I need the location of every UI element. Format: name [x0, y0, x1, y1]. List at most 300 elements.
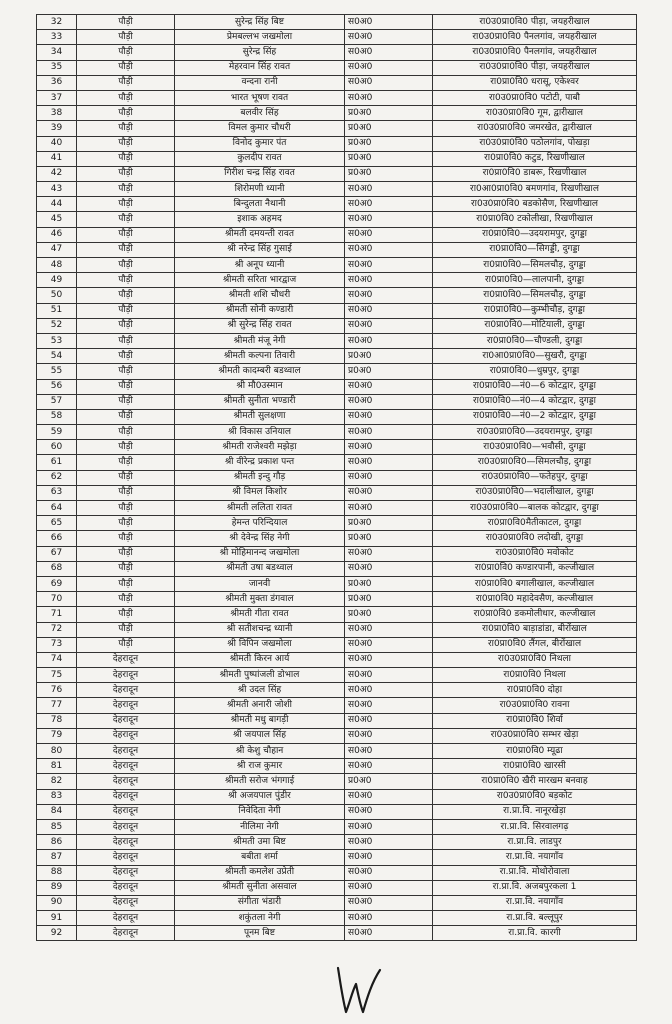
school-cell: रा.प्रा.वि. सिरवालगढ़ [433, 819, 637, 834]
row-number: 46 [37, 227, 77, 242]
district-cell: देहरादून [77, 789, 175, 804]
row-number: 77 [37, 698, 77, 713]
district-cell: पौड़ी [77, 75, 175, 90]
school-cell: रा0उ0प्रा0वि0—सिमलचौड़, दुगड्डा [433, 455, 637, 470]
district-cell: पौड़ी [77, 349, 175, 364]
designation-cell: स0अ0 [345, 759, 433, 774]
designation-cell: स0अ0 [345, 789, 433, 804]
teacher-name-cell: श्री मोहिमानन्द जखमोला [175, 546, 345, 561]
district-cell: देहरादून [77, 744, 175, 759]
school-cell: रा0प्रा0वि0 कण्डारपानी, कल्जीखाल [433, 561, 637, 576]
row-number: 41 [37, 151, 77, 166]
row-number: 91 [37, 911, 77, 926]
teacher-name-cell: श्रीमती अनारी जोशी [175, 698, 345, 713]
designation-cell: स0अ0 [345, 546, 433, 561]
teacher-name-cell: श्री सतीशचन्द्र ध्यानी [175, 622, 345, 637]
teacher-name-cell: श्रीमती सरोज भंगगाई [175, 774, 345, 789]
table-row [37, 349, 637, 364]
school-cell: रा0आ0प्रा0वि0—सुखरौ, दुगड्डा [433, 349, 637, 364]
teacher-name-cell: श्रीमती मंजू नेगी [175, 333, 345, 348]
table-row [37, 409, 637, 424]
row-number: 35 [37, 60, 77, 75]
table-row [37, 895, 637, 910]
designation-cell: स0अ0 [345, 333, 433, 348]
row-number: 65 [37, 516, 77, 531]
table-row [37, 333, 637, 348]
designation-cell: स0अ0 [345, 30, 433, 45]
row-number: 60 [37, 440, 77, 455]
table-row [37, 379, 637, 394]
district-cell: पौड़ी [77, 470, 175, 485]
district-cell: देहरादून [77, 728, 175, 743]
school-cell: रा0उ0प्रा0वि0 पैनलगांव, जयहरीखाल [433, 45, 637, 60]
school-cell: रा0उ0प्रा0वि0 बड़कोट [433, 789, 637, 804]
school-cell: रा0प्रा0वि0 खैरी मारखम बनवाह [433, 774, 637, 789]
district-cell: देहरादून [77, 698, 175, 713]
school-cell: रा0प्रा0वि0—चौण्डली, दुगड्डा [433, 333, 637, 348]
table-row [37, 303, 637, 318]
row-number: 39 [37, 121, 77, 136]
teacher-name-cell: श्रीमती कमलेश उप्रेती [175, 865, 345, 880]
designation-cell: स0अ0 [345, 865, 433, 880]
school-cell: रा0प्रा0वि0 खारसी [433, 759, 637, 774]
table-row [37, 15, 637, 30]
teacher-name-cell: श्री केशु चौहान [175, 744, 345, 759]
teacher-name-cell: शिरोमणी ध्यानी [175, 182, 345, 197]
row-number: 62 [37, 470, 77, 485]
district-cell: पौड़ी [77, 637, 175, 652]
table-row [37, 728, 637, 743]
teacher-name-cell: श्रीमती सरिता भारद्वाज [175, 273, 345, 288]
school-cell: रा0प्रा0वि0 लैंगल, बीरोंखाल [433, 637, 637, 652]
district-cell: पौड़ी [77, 242, 175, 257]
table-row [37, 713, 637, 728]
teacher-name-cell: श्री विमल किशोर [175, 485, 345, 500]
table-row [37, 440, 637, 455]
table-row [37, 75, 637, 90]
teacher-name-cell: श्रीमती गीता रावत [175, 607, 345, 622]
teacher-name-cell: बबीता शर्मा [175, 850, 345, 865]
row-number: 58 [37, 409, 77, 424]
row-number: 80 [37, 744, 77, 759]
designation-cell: प्र0अ0 [345, 151, 433, 166]
table-row [37, 637, 637, 652]
row-number: 90 [37, 895, 77, 910]
row-number: 88 [37, 865, 77, 880]
row-number: 89 [37, 880, 77, 895]
table-row [37, 212, 637, 227]
school-cell: रा0प्रा0वि0—नं0—6 कोटद्वार, दुगड्डा [433, 379, 637, 394]
designation-cell: स0अ0 [345, 303, 433, 318]
teacher-name-cell: श्रीमती सुनीता असवाल [175, 880, 345, 895]
table-row [37, 364, 637, 379]
table-row [37, 698, 637, 713]
designation-cell: स0अ0 [345, 637, 433, 652]
designation-cell: स0अ0 [345, 850, 433, 865]
table-row [37, 576, 637, 591]
district-cell: पौड़ी [77, 166, 175, 181]
teacher-name-cell: श्री अनूप ध्यानी [175, 258, 345, 273]
row-number: 92 [37, 926, 77, 941]
school-cell: रा0उ0प्रा0वि0 पटोटी, पाबौ [433, 90, 637, 105]
table-row [37, 607, 637, 622]
table-row [37, 455, 637, 470]
designation-cell: प्र0अ0 [345, 364, 433, 379]
designation-cell: स0अ0 [345, 15, 433, 30]
designation-cell: स0अ0 [345, 212, 433, 227]
table-row [37, 668, 637, 683]
designation-cell: स0अ0 [345, 182, 433, 197]
designation-cell: स0अ0 [345, 804, 433, 819]
table-row [37, 652, 637, 667]
school-cell: रा0प्रा0वि0 धरासू, एकेश्वर [433, 75, 637, 90]
district-cell: देहरादून [77, 895, 175, 910]
table-row [37, 622, 637, 637]
row-number: 51 [37, 303, 77, 318]
school-cell: रा0प्रा0वि0 दोहा [433, 683, 637, 698]
designation-cell: स0अ0 [345, 698, 433, 713]
teacher-name-cell: श्री विपिन जखमोला [175, 637, 345, 652]
district-cell: देहरादून [77, 804, 175, 819]
school-cell: रा0उ0प्रा0वि0—भवौसी, दुगड्डा [433, 440, 637, 455]
row-number: 44 [37, 197, 77, 212]
teacher-name-cell: श्री वीरेन्द्र प्रकाश पन्त [175, 455, 345, 470]
designation-cell: स0अ0 [345, 75, 433, 90]
district-cell: पौड़ी [77, 394, 175, 409]
designation-cell: स0अ0 [345, 394, 433, 409]
teacher-name-cell: मेहरवान सिंह रावत [175, 60, 345, 75]
teacher-name-cell: गिरीश चन्द्र सिंह रावत [175, 166, 345, 181]
district-cell: पौड़ी [77, 15, 175, 30]
designation-cell: स0अ0 [345, 45, 433, 60]
school-cell: रा0उ0प्रा0वि0 गूम, द्वारीखाल [433, 106, 637, 121]
school-cell: रा.प्रा.वि. अजबपुरकला 1 [433, 880, 637, 895]
table-row [37, 45, 637, 60]
teacher-name-cell: कुलदीप रावत [175, 151, 345, 166]
table-row [37, 880, 637, 895]
district-cell: देहरादून [77, 880, 175, 895]
designation-cell: प्र0अ0 [345, 516, 433, 531]
table-row [37, 516, 637, 531]
designation-cell: प्र0अ0 [345, 106, 433, 121]
designation-cell: प्र0अ0 [345, 531, 433, 546]
designation-cell: स0अ0 [345, 90, 433, 105]
row-number: 67 [37, 546, 77, 561]
table-row [37, 501, 637, 516]
teacher-name-cell: बलवीर सिंह [175, 106, 345, 121]
school-cell: रा0प्रा0वि0—नं0—2 कोटद्वार, दुगड्डा [433, 409, 637, 424]
teacher-name-cell: प्रेमबल्लभ जखमोला [175, 30, 345, 45]
row-number: 70 [37, 592, 77, 607]
designation-cell: स0अ0 [345, 197, 433, 212]
row-number: 82 [37, 774, 77, 789]
district-cell: देहरादून [77, 835, 175, 850]
school-cell: रा0प्रा0वि0—धुम्रपुर, दुगड्डा [433, 364, 637, 379]
table-row [37, 166, 637, 181]
school-cell: रा0प्रा0वि0—सिमलचौड़, दुगड्डा [433, 288, 637, 303]
school-cell: रा0उ0प्रा0वि0 मवोकोट [433, 546, 637, 561]
row-number: 61 [37, 455, 77, 470]
row-number: 45 [37, 212, 77, 227]
school-cell: रा0उ0प्रा0वि0—बालक कोटद्वार, दुगड्डा [433, 501, 637, 516]
row-number: 36 [37, 75, 77, 90]
row-number: 74 [37, 652, 77, 667]
table-row [37, 136, 637, 151]
school-cell: रा0प्रा0वि0—उदयरामपुर, दुगड्डा [433, 227, 637, 242]
school-cell: रा.प्रा.वि. नयागाँव [433, 850, 637, 865]
teacher-name-cell: श्री मौ0उस्मान [175, 379, 345, 394]
school-cell: रा0आ0प्रा0वि0 बमणगांव, रिखणीखाल [433, 182, 637, 197]
row-number: 73 [37, 637, 77, 652]
school-cell: रा0प्रा0वि0—सिमलचौड़, दुगड्डा [433, 258, 637, 273]
school-cell: रा.प्रा.वि. नयागाँव [433, 895, 637, 910]
row-number: 87 [37, 850, 77, 865]
school-cell: रा0प्रा0वि0 बाड़ाडांडा, बीरोंखाल [433, 622, 637, 637]
teacher-name-cell: हेमन्त परिन्दियाल [175, 516, 345, 531]
district-cell: पौड़ी [77, 106, 175, 121]
designation-cell: स0अ0 [345, 713, 433, 728]
teacher-name-cell: नीलिमा नेगी [175, 819, 345, 834]
table-body [37, 15, 637, 941]
school-cell: रा0प्रा0वि0 निथला [433, 668, 637, 683]
table-row [37, 926, 637, 941]
district-cell: देहरादून [77, 652, 175, 667]
table-row [37, 546, 637, 561]
school-cell: रा0प्रा0वि0—कुम्भीचौड़, दुगड्डा [433, 303, 637, 318]
teacher-name-cell: सुरेन्द्र सिंह [175, 45, 345, 60]
table-row [37, 470, 637, 485]
teacher-name-cell: श्री विकास उनियाल [175, 425, 345, 440]
school-cell: रा0प्रा0वि0—लालपानी, दुगड्डा [433, 273, 637, 288]
district-cell: पौड़ी [77, 197, 175, 212]
district-cell: पौड़ी [77, 485, 175, 500]
district-cell: पौड़ी [77, 440, 175, 455]
school-cell: रा0उ0प्रा0वि0—उदयरामपुर, दुगड्डा [433, 425, 637, 440]
teacher-name-cell: सुरेन्द्र सिंह बिष्ट [175, 15, 345, 30]
designation-cell: स0अ0 [345, 258, 433, 273]
designation-cell: प्र0अ0 [345, 774, 433, 789]
district-cell: पौड़ी [77, 136, 175, 151]
row-number: 59 [37, 425, 77, 440]
district-cell: पौड़ी [77, 151, 175, 166]
district-cell: पौड़ी [77, 592, 175, 607]
row-number: 69 [37, 576, 77, 591]
designation-cell: स0अ0 [345, 470, 433, 485]
school-cell: रा0उ0प्रा0वि0 जमरखेत, द्वारीखाल [433, 121, 637, 136]
row-number: 68 [37, 561, 77, 576]
table-row [37, 318, 637, 333]
teacher-name-cell: श्री अजयपाल पुंडीर [175, 789, 345, 804]
designation-cell: प्र0अ0 [345, 136, 433, 151]
row-number: 47 [37, 242, 77, 257]
district-cell: देहरादून [77, 713, 175, 728]
row-number: 56 [37, 379, 77, 394]
teacher-name-cell: पूनम बिष्ट [175, 926, 345, 941]
designation-cell: स0अ0 [345, 485, 433, 500]
row-number: 83 [37, 789, 77, 804]
school-cell: रा0प्रा0वि0 म्यूढा [433, 744, 637, 759]
table-row [37, 865, 637, 880]
teacher-name-cell: श्रीमती राजेश्वरी मझेड़ा [175, 440, 345, 455]
teacher-name-cell: श्री देवेन्द्र सिंह नेगी [175, 531, 345, 546]
row-number: 38 [37, 106, 77, 121]
row-number: 42 [37, 166, 77, 181]
teacher-name-cell: संगीता भंडारी [175, 895, 345, 910]
district-cell: पौड़ी [77, 546, 175, 561]
teacher-name-cell: वन्दना रानी [175, 75, 345, 90]
row-number: 43 [37, 182, 77, 197]
row-number: 85 [37, 819, 77, 834]
row-number: 34 [37, 45, 77, 60]
teacher-name-cell: श्रीमती मुक्ता डंगवाल [175, 592, 345, 607]
designation-cell: स0अ0 [345, 652, 433, 667]
designation-cell: स0अ0 [345, 455, 433, 470]
teacher-name-cell: श्रीमती उमा बिष्ट [175, 835, 345, 850]
designation-cell: स0अ0 [345, 318, 433, 333]
table-row [37, 592, 637, 607]
teacher-name-cell: श्रीमती मधु बागड़ी [175, 713, 345, 728]
table-row [37, 197, 637, 212]
designation-cell: प्र0अ0 [345, 349, 433, 364]
table-row [37, 273, 637, 288]
district-cell: देहरादून [77, 911, 175, 926]
district-cell: पौड़ी [77, 288, 175, 303]
row-number: 66 [37, 531, 77, 546]
designation-cell: स0अ0 [345, 501, 433, 516]
teacher-name-cell: श्रीमती सोनी कण्डारी [175, 303, 345, 318]
district-cell: पौड़ी [77, 576, 175, 591]
district-cell: पौड़ी [77, 622, 175, 637]
designation-cell: स0अ0 [345, 668, 433, 683]
table-row [37, 106, 637, 121]
row-number: 64 [37, 501, 77, 516]
teacher-list-table [36, 14, 637, 941]
row-number: 71 [37, 607, 77, 622]
school-cell: रा0प्रा0वि0मैतीकाटल, दुगड्डा [433, 516, 637, 531]
designation-cell: प्र0अ0 [345, 576, 433, 591]
district-cell: देहरादून [77, 865, 175, 880]
row-number: 37 [37, 90, 77, 105]
teacher-name-cell: इशाक अहमद [175, 212, 345, 227]
district-cell: पौड़ी [77, 273, 175, 288]
designation-cell: स0अ0 [345, 880, 433, 895]
designation-cell: स0अ0 [345, 835, 433, 850]
school-cell: रा0उ0प्रा0वि0 पीड़ा, जयहरीखाल [433, 60, 637, 75]
school-cell: रा0प्रा0वि0 टकोलीखा, रिखणीखाल [433, 212, 637, 227]
teacher-name-cell: निवेदिता नेगी [175, 804, 345, 819]
teacher-name-cell: श्रीमती किरन आर्य [175, 652, 345, 667]
table-row [37, 804, 637, 819]
row-number: 55 [37, 364, 77, 379]
district-cell: देहरादून [77, 926, 175, 941]
row-number: 76 [37, 683, 77, 698]
designation-cell: प्र0अ0 [345, 121, 433, 136]
designation-cell: स0अ0 [345, 622, 433, 637]
row-number: 40 [37, 136, 77, 151]
teacher-name-cell: श्रीमती पुष्पांजली डोभाल [175, 668, 345, 683]
district-cell: पौड़ी [77, 501, 175, 516]
teacher-name-cell: विमल कुमार चौधरी [175, 121, 345, 136]
school-cell: रा0प्रा0वि0—नं0—4 कोटद्वार, दुगड्डा [433, 394, 637, 409]
table-row [37, 789, 637, 804]
school-cell: रा0प्रा0वि0 डकमोलीधार, कल्जीखाल [433, 607, 637, 622]
designation-cell: प्र0अ0 [345, 607, 433, 622]
teacher-name-cell: श्रीमती कादम्बरी बडथ्वाल [175, 364, 345, 379]
district-cell: पौड़ी [77, 531, 175, 546]
district-cell: पौड़ी [77, 303, 175, 318]
table-row [37, 258, 637, 273]
school-cell: रा0प्रा0वि0 महादेवसैण, कल्जीखाल [433, 592, 637, 607]
table-row [37, 425, 637, 440]
school-cell: रा0उ0प्रा0वि0—फतेहपुर, दुगड्डा [433, 470, 637, 485]
row-number: 49 [37, 273, 77, 288]
teacher-name-cell: श्रीमती इन्दु गौड़ [175, 470, 345, 485]
row-number: 75 [37, 668, 77, 683]
school-cell: रा0उ0प्रा0वि0 पैनलगांव, जयहरीखाल [433, 30, 637, 45]
school-cell: रा0उ0प्रा0वि0 बडकोसैण, रिखणीखाल [433, 197, 637, 212]
designation-cell: स0अ0 [345, 379, 433, 394]
teacher-name-cell: विनोद कुमार पंत [175, 136, 345, 151]
row-number: 48 [37, 258, 77, 273]
table-row [37, 60, 637, 75]
school-cell: रा.प्रा.वि. लाडपुर [433, 835, 637, 850]
school-cell: रा.प्रा.वि. मोथोरोवाला [433, 865, 637, 880]
row-number: 81 [37, 759, 77, 774]
table-row [37, 683, 637, 698]
teacher-name-cell: श्री उदल सिंह [175, 683, 345, 698]
table-row [37, 288, 637, 303]
row-number: 78 [37, 713, 77, 728]
school-cell: रा0प्रा0वि0—मोटियाली, दुगड्डा [433, 318, 637, 333]
designation-cell: स0अ0 [345, 728, 433, 743]
row-number: 53 [37, 333, 77, 348]
designation-cell: स0अ0 [345, 409, 433, 424]
teacher-name-cell: श्रीमती दमयन्ती रावत [175, 227, 345, 242]
row-number: 63 [37, 485, 77, 500]
school-cell: रा.प्रा.वि. बल्लूपुर [433, 911, 637, 926]
teacher-name-cell: श्रीमती सुलक्षणा [175, 409, 345, 424]
district-cell: पौड़ी [77, 607, 175, 622]
table-row [37, 850, 637, 865]
district-cell: पौड़ी [77, 425, 175, 440]
table-row [37, 835, 637, 850]
school-cell: रा.प्रा.वि. नानूरखेड़ा [433, 804, 637, 819]
table-row [37, 121, 637, 136]
teacher-name-cell: श्रीमती उषा बडथ्वाल [175, 561, 345, 576]
table-row [37, 759, 637, 774]
designation-cell: स0अ0 [345, 926, 433, 941]
designation-cell: प्र0अ0 [345, 166, 433, 181]
row-number: 52 [37, 318, 77, 333]
district-cell: पौड़ी [77, 516, 175, 531]
designation-cell: स0अ0 [345, 425, 433, 440]
designation-cell: प्र0अ0 [345, 592, 433, 607]
table-row [37, 242, 637, 257]
district-cell: पौड़ी [77, 409, 175, 424]
teacher-name-cell: श्रीमती ललिता रावत [175, 501, 345, 516]
designation-cell: स0अ0 [345, 440, 433, 455]
district-cell: पौड़ी [77, 60, 175, 75]
school-cell: रा0उ0प्रा0वि0 रावना [433, 698, 637, 713]
teacher-name-cell: श्री नरेन्द्र सिंह गुसाई [175, 242, 345, 257]
teacher-name-cell: शकुंतला नेगी [175, 911, 345, 926]
district-cell: पौड़ी [77, 182, 175, 197]
designation-cell: स0अ0 [345, 683, 433, 698]
teacher-name-cell: श्रीमती सुनीता भण्डारी [175, 394, 345, 409]
designation-cell: स0अ0 [345, 242, 433, 257]
school-cell: रा0उ0प्रा0वि0 लदोखी, दुगड्डा [433, 531, 637, 546]
designation-cell: स0अ0 [345, 744, 433, 759]
